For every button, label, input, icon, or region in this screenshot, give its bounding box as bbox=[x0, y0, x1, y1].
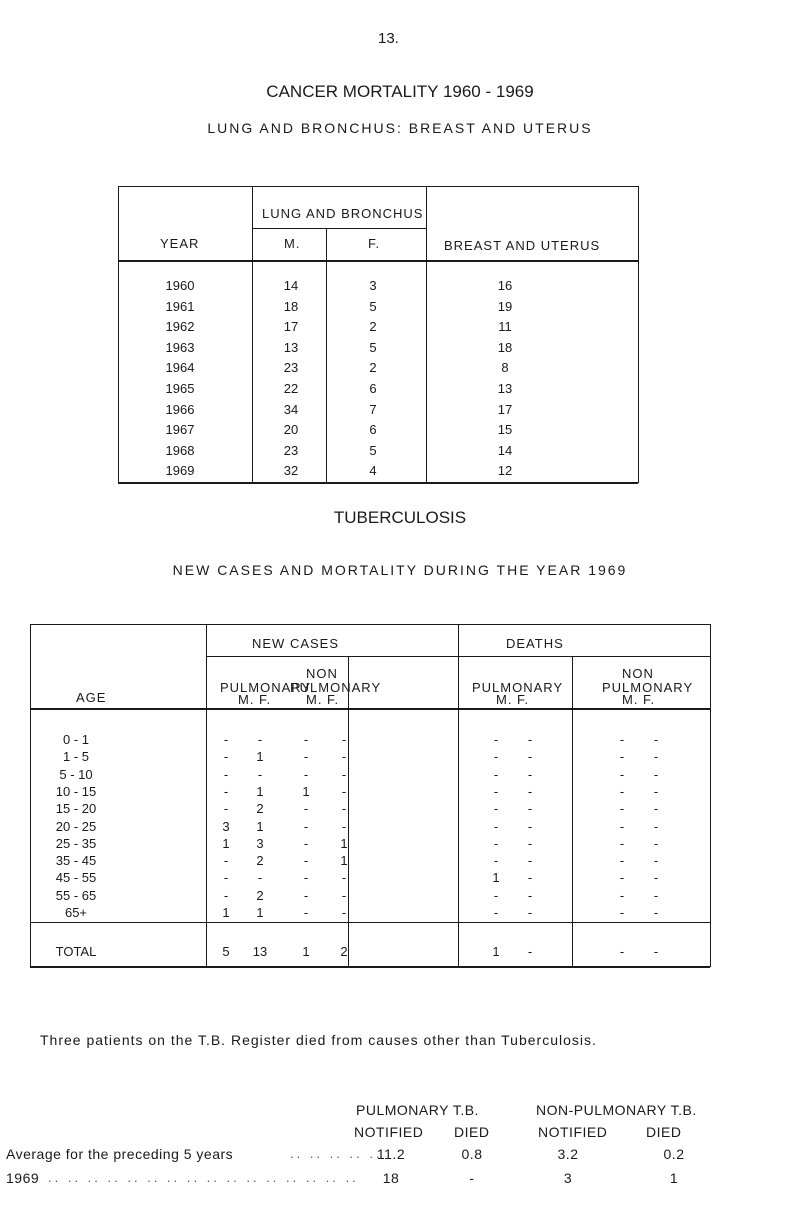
cancer-breast-uterus-cell: 8 bbox=[501, 360, 509, 376]
tb-value-cell: 1 bbox=[302, 783, 310, 799]
tb-value-cell: - bbox=[527, 801, 533, 817]
summary-non-pulmonary-died: 0.2 bbox=[663, 1146, 685, 1162]
tb-value-cell: - bbox=[303, 853, 309, 869]
cancer-year-cell: 1962 bbox=[165, 319, 195, 335]
tb-value-cell: - bbox=[341, 783, 347, 799]
tb-value-cell: - bbox=[653, 887, 659, 903]
leader-dots: .. .. .. .. .. .. .. .. .. .. .. .. .. .. .. .. bbox=[48, 1170, 359, 1185]
tb-value-cell: - bbox=[619, 835, 625, 851]
tb-age-cell: 15 - 20 bbox=[55, 801, 97, 817]
tb-value-cell: - bbox=[223, 887, 229, 903]
tb-value-cell: - bbox=[303, 887, 309, 903]
tb-value-cell: - bbox=[303, 801, 309, 817]
cancer-year-cell: 1967 bbox=[165, 422, 195, 438]
cancer-breast-uterus-cell: 19 bbox=[497, 298, 513, 314]
tb-value-cell: - bbox=[341, 905, 347, 920]
cancer-female-cell: 7 bbox=[369, 401, 377, 417]
breast-uterus-header: BREAST AND UTERUS bbox=[444, 238, 601, 253]
nc-non-pulmonary-mf: M. F. bbox=[306, 692, 340, 707]
cancer-male-cell: 34 bbox=[283, 401, 299, 417]
tb-age-cell: 5 - 10 bbox=[59, 766, 93, 782]
tb-value-cell: - bbox=[223, 783, 229, 799]
tb-age-cell: 1 - 5 bbox=[62, 749, 89, 765]
cancer-female-cell: 5 bbox=[369, 442, 377, 458]
tb-value-cell: 3 bbox=[256, 835, 264, 851]
summary-row-label: Average for the preceding 5 years bbox=[6, 1146, 234, 1162]
tb-value-cell: 2 bbox=[256, 853, 264, 869]
tb-value-cell: - bbox=[527, 853, 533, 869]
tb-value-cell: - bbox=[619, 732, 625, 747]
cancer-female-cell: 5 bbox=[369, 339, 377, 355]
tb-value-cell: - bbox=[223, 870, 229, 886]
tb-value-cell: - bbox=[653, 853, 659, 869]
cancer-breast-uterus-cell: 17 bbox=[497, 401, 513, 417]
cancer-title: CANCER MORTALITY 1960 - 1969 bbox=[266, 82, 534, 101]
tb-total-cell: 5 bbox=[222, 944, 230, 959]
summary-n-notified: NOTIFIED bbox=[538, 1124, 608, 1140]
cancer-breast-uterus-cell: 13 bbox=[497, 381, 513, 396]
tb-value-cell: - bbox=[653, 783, 659, 799]
tb-value-cell: - bbox=[223, 853, 229, 869]
tb-value-cell: 2 bbox=[256, 801, 264, 817]
summary-pulmonary-notified: 18 bbox=[382, 1170, 400, 1186]
d-non-pulmonary-mf: M. F. bbox=[622, 692, 656, 707]
cancer-female-cell: 5 bbox=[369, 298, 377, 314]
tb-value-cell: - bbox=[619, 887, 625, 903]
cancer-year-cell: 1969 bbox=[165, 463, 195, 479]
summary-non-pulmonary-died: 1 bbox=[669, 1170, 679, 1186]
year-header: YEAR bbox=[160, 236, 200, 251]
tb-value-cell: - bbox=[653, 749, 659, 765]
tb-value-cell: - bbox=[653, 801, 659, 817]
cancer-male-cell: 14 bbox=[283, 278, 299, 293]
tb-age-cell: 35 - 45 bbox=[55, 853, 97, 869]
tb-value-cell: 1 bbox=[340, 853, 348, 869]
leader-dots: .. .. .. .. .. bbox=[290, 1146, 383, 1161]
cancer-male-cell: 23 bbox=[283, 360, 299, 376]
tb-value-cell: - bbox=[619, 853, 625, 869]
tb-value-cell: 1 bbox=[256, 905, 264, 920]
tb-value-cell: - bbox=[653, 732, 659, 747]
tb-value-cell: - bbox=[619, 766, 625, 782]
tb-value-cell: - bbox=[223, 732, 229, 747]
nc-non-header: NON bbox=[306, 666, 338, 681]
cancer-year-cell: 1961 bbox=[165, 298, 195, 314]
tb-value-cell: - bbox=[527, 870, 533, 886]
tb-value-cell: 1 bbox=[492, 870, 500, 886]
summary-non-pulmonary-header: NON-PULMONARY T.B. bbox=[536, 1102, 697, 1118]
tb-value-cell: 2 bbox=[256, 887, 264, 903]
tb-age-cell: 25 - 35 bbox=[55, 835, 97, 851]
cancer-year-cell: 1966 bbox=[165, 401, 195, 417]
tb-value-cell: - bbox=[527, 835, 533, 851]
summary-non-pulmonary-notified: 3.2 bbox=[557, 1146, 579, 1162]
tb-value-cell: - bbox=[257, 732, 263, 747]
tb-value-cell: - bbox=[341, 887, 347, 903]
tb-total-cell: 13 bbox=[252, 944, 268, 959]
tb-value-cell: - bbox=[527, 749, 533, 765]
tb-value-cell: - bbox=[493, 835, 499, 851]
tb-value-cell: - bbox=[653, 835, 659, 851]
tb-total-cell: 2 bbox=[340, 944, 348, 959]
tb-value-cell: 1 bbox=[222, 835, 230, 851]
cancer-breast-uterus-cell: 16 bbox=[497, 278, 513, 293]
tb-value-cell: - bbox=[223, 766, 229, 782]
cancer-female-cell: 6 bbox=[369, 422, 377, 438]
tb-value-cell: - bbox=[653, 766, 659, 782]
nc-pulmonary-header: PULMONARY bbox=[220, 680, 312, 695]
cancer-breast-uterus-cell: 15 bbox=[497, 422, 513, 438]
tb-value-cell: - bbox=[257, 870, 263, 886]
cancer-female-cell: 6 bbox=[369, 381, 377, 396]
tb-value-cell: - bbox=[341, 732, 347, 747]
cancer-breast-uterus-cell: 18 bbox=[497, 339, 513, 355]
tb-age-cell: 10 - 15 bbox=[55, 783, 97, 799]
tb-value-cell: - bbox=[493, 801, 499, 817]
tb-total-cell: 1 bbox=[302, 944, 310, 959]
tb-total-cell: - bbox=[653, 944, 659, 959]
summary-non-pulmonary-notified: 3 bbox=[563, 1170, 573, 1186]
tb-title: TUBERCULOSIS bbox=[333, 508, 467, 527]
cancer-male-cell: 32 bbox=[283, 463, 299, 479]
tb-total-cell: 1 bbox=[492, 944, 500, 959]
d-non-pulmonary-header: PULMONARY bbox=[602, 680, 694, 695]
summary-pulmonary-notified: 11.2 bbox=[376, 1146, 406, 1162]
tb-value-cell: - bbox=[527, 887, 533, 903]
tb-value-cell: - bbox=[653, 905, 659, 920]
tb-value-cell: - bbox=[341, 870, 347, 886]
cancer-year-cell: 1963 bbox=[165, 339, 195, 355]
cancer-female-cell: 2 bbox=[369, 319, 377, 335]
tb-value-cell: - bbox=[341, 749, 347, 765]
tb-value-cell: - bbox=[493, 905, 499, 920]
tb-value-cell: - bbox=[493, 853, 499, 869]
lung-bronchus-header: LUNG AND BRONCHUS bbox=[262, 206, 424, 221]
cancer-year-cell: 1968 bbox=[165, 442, 195, 458]
d-pulmonary-mf: M. F. bbox=[496, 692, 530, 707]
tb-value-cell: - bbox=[493, 818, 499, 834]
summary-n-died: DIED bbox=[646, 1124, 682, 1140]
tb-value-cell: - bbox=[223, 749, 229, 765]
tb-value-cell: - bbox=[303, 749, 309, 765]
tb-value-cell: 3 bbox=[222, 818, 230, 834]
page-number: 13. bbox=[378, 30, 399, 47]
tb-value-cell: - bbox=[303, 835, 309, 851]
cancer-female-cell: 2 bbox=[369, 360, 377, 376]
cancer-male-cell: 17 bbox=[283, 319, 299, 335]
cancer-breast-uterus-cell: 11 bbox=[498, 319, 512, 335]
tb-value-cell: - bbox=[341, 801, 347, 817]
tb-value-cell: - bbox=[619, 783, 625, 799]
tb-value-cell: 1 bbox=[256, 783, 264, 799]
cancer-male-cell: 23 bbox=[283, 442, 299, 458]
tb-value-cell: - bbox=[303, 818, 309, 834]
tb-value-cell: - bbox=[303, 732, 309, 747]
tb-value-cell: - bbox=[257, 766, 263, 782]
tb-total-label: TOTAL bbox=[55, 944, 97, 959]
tb-value-cell: - bbox=[619, 818, 625, 834]
tb-age-cell: 45 - 55 bbox=[55, 870, 97, 886]
cancer-male-cell: 18 bbox=[283, 298, 299, 314]
tb-value-cell: - bbox=[493, 749, 499, 765]
tb-value-cell: 1 bbox=[256, 749, 264, 765]
cancer-year-cell: 1960 bbox=[165, 278, 195, 293]
cancer-subtitle: LUNG AND BRONCHUS: BREAST AND UTERUS bbox=[207, 120, 593, 136]
tb-age-cell: 20 - 25 bbox=[55, 818, 97, 834]
tb-value-cell: - bbox=[303, 870, 309, 886]
tb-value-cell: - bbox=[341, 818, 347, 834]
tb-value-cell: - bbox=[527, 818, 533, 834]
tb-value-cell: - bbox=[341, 766, 347, 782]
cancer-breast-uterus-cell: 12 bbox=[497, 463, 513, 479]
summary-pulmonary-header: PULMONARY T.B. bbox=[356, 1102, 479, 1118]
cancer-male-cell: 22 bbox=[283, 381, 299, 396]
tb-value-cell: - bbox=[527, 905, 533, 920]
tb-age-cell: 0 - 1 bbox=[62, 732, 89, 747]
deaths-header: DEATHS bbox=[506, 636, 564, 651]
tb-value-cell: - bbox=[493, 766, 499, 782]
cancer-male-cell: 20 bbox=[283, 422, 299, 438]
tb-subtitle: NEW CASES AND MORTALITY DURING THE YEAR 1969 bbox=[172, 562, 628, 578]
tb-note: Three patients on the T.B. Register died from causes other than Tuberculosis. bbox=[40, 1032, 597, 1048]
tb-value-cell: - bbox=[527, 766, 533, 782]
summary-pulmonary-died: 0.8 bbox=[461, 1146, 483, 1162]
tb-value-cell: - bbox=[619, 905, 625, 920]
new-cases-header: NEW CASES bbox=[252, 636, 340, 651]
cancer-female-cell: 3 bbox=[369, 278, 377, 293]
d-non-header: NON bbox=[622, 666, 654, 681]
male-header: M. bbox=[284, 236, 301, 251]
tb-value-cell: - bbox=[527, 783, 533, 799]
tb-value-cell: - bbox=[653, 870, 659, 886]
tb-age-cell: 65+ bbox=[64, 905, 88, 920]
tb-value-cell: - bbox=[619, 870, 625, 886]
tb-value-cell: - bbox=[493, 732, 499, 747]
tb-value-cell: - bbox=[527, 732, 533, 747]
tb-value-cell: 1 bbox=[256, 818, 264, 834]
cancer-year-cell: 1964 bbox=[165, 360, 195, 376]
cancer-female-cell: 4 bbox=[369, 463, 377, 479]
female-header: F. bbox=[368, 236, 381, 251]
tb-total-cell: - bbox=[619, 944, 625, 959]
cancer-year-cell: 1965 bbox=[165, 381, 195, 396]
tb-value-cell: - bbox=[493, 783, 499, 799]
tb-value-cell: - bbox=[653, 818, 659, 834]
tb-age-cell: 55 - 65 bbox=[55, 887, 97, 903]
age-header: AGE bbox=[76, 690, 107, 705]
summary-pulmonary-died: - bbox=[469, 1170, 475, 1186]
tb-value-cell: - bbox=[223, 801, 229, 817]
nc-pulmonary-mf: M. F. bbox=[238, 692, 272, 707]
cancer-breast-uterus-cell: 14 bbox=[497, 442, 513, 458]
d-pulmonary-header: PULMONARY bbox=[472, 680, 564, 695]
tb-value-cell: - bbox=[619, 801, 625, 817]
summary-p-died: DIED bbox=[454, 1124, 490, 1140]
summary-row-label: 1969 bbox=[6, 1170, 40, 1186]
tb-value-cell: 1 bbox=[222, 905, 230, 920]
cancer-male-cell: 13 bbox=[283, 339, 299, 355]
nc-non-pulmonary-header: PULMONARY bbox=[290, 680, 382, 695]
tb-value-cell: - bbox=[493, 887, 499, 903]
tb-value-cell: 1 bbox=[340, 835, 348, 851]
tb-value-cell: - bbox=[303, 905, 309, 920]
tb-total-cell: - bbox=[527, 944, 533, 959]
tb-value-cell: - bbox=[303, 766, 309, 782]
tb-value-cell: - bbox=[619, 749, 625, 765]
summary-p-notified: NOTIFIED bbox=[354, 1124, 424, 1140]
